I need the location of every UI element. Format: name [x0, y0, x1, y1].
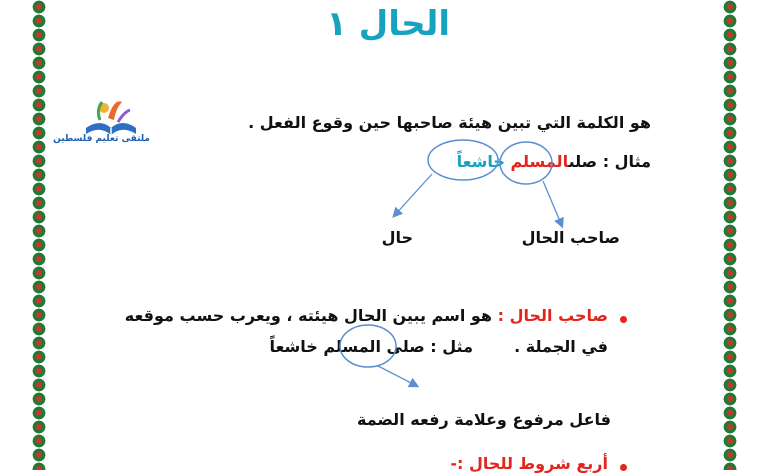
label-sahib-al-haal: صاحب الحال: [521, 228, 620, 247]
arrow-sahib-example: [378, 366, 417, 386]
sahib-colon: :: [497, 306, 504, 325]
example-haal: خاشعاً: [456, 152, 505, 171]
sahib-term: صاحب الحال: [509, 306, 608, 325]
example-colon: :: [602, 152, 610, 171]
conditions-heading: أربع شروط للحال :-: [450, 454, 608, 473]
sahib-example-subject: المسلم: [323, 337, 381, 356]
definition-text: هو الكلمة التي تبين هيئة صاحبها حين وقوع الفعل .: [248, 113, 651, 132]
example-subject: المسلم: [510, 152, 569, 171]
sahib-example-colon: :: [430, 337, 437, 356]
arrow-to-haal: [394, 174, 432, 216]
sahib-example-label: مثل: [442, 337, 473, 356]
sahib-example-verb: صلى: [386, 337, 425, 356]
arrow-to-sahib: [543, 181, 562, 226]
sahib-example-haal: خاشعاً: [269, 337, 318, 356]
sahib-definition: هو اسم يبين الحال هيئته ، ويعرب حسب موقعه: [124, 306, 493, 325]
logo-caption: ملتقى تعليم فلسطين: [53, 134, 150, 144]
page-title: الحال ١: [326, 4, 450, 44]
example-verb: صلى: [568, 152, 598, 171]
sahib-definition-end: في الجملة .: [514, 337, 608, 356]
label-haal: حال: [381, 228, 413, 247]
circle-subject: [500, 142, 552, 184]
circle-sahib-example: [340, 325, 396, 367]
example-label: مثال: [614, 152, 651, 171]
circle-haal: [428, 140, 498, 180]
irab-text: فاعل مرفوع وعلامة رفعه الضمة: [356, 410, 611, 429]
